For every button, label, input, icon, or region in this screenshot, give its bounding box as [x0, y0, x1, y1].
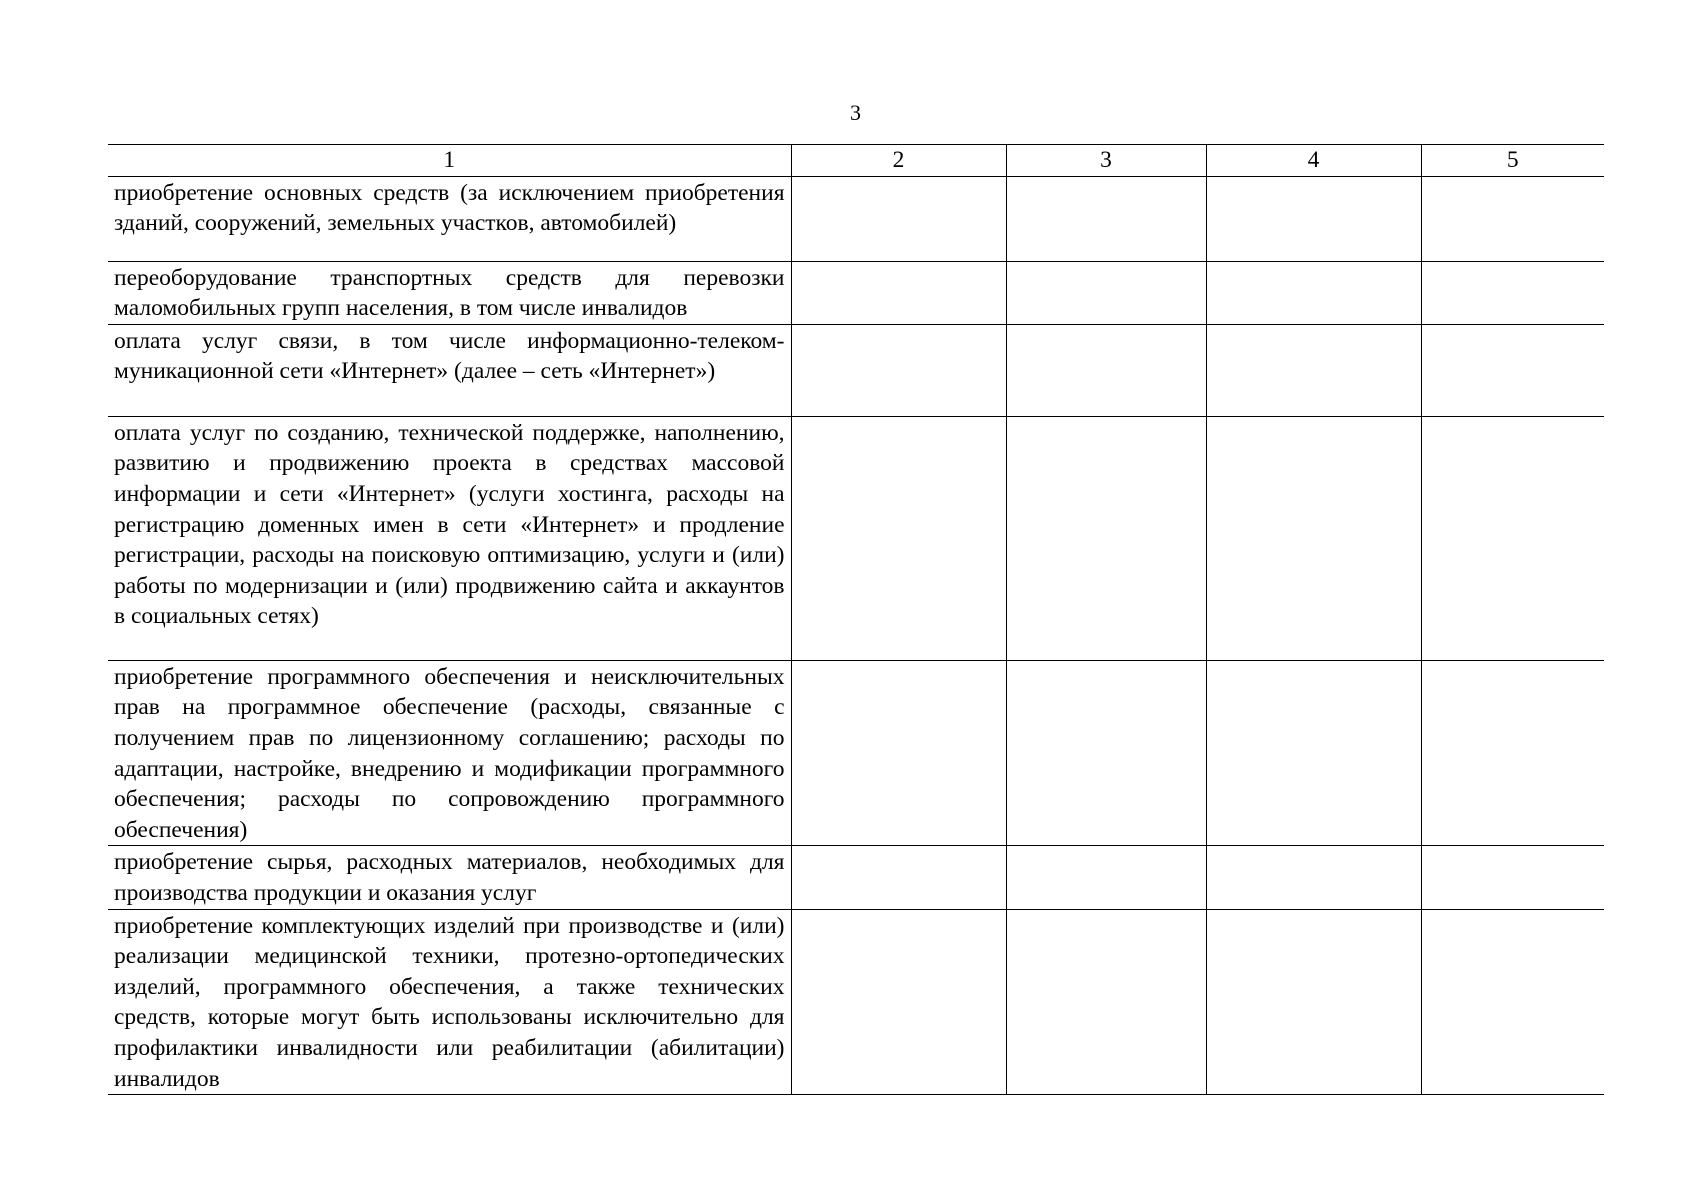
table-cell	[1006, 909, 1206, 1095]
table-cell	[1206, 660, 1421, 846]
table-cell	[1421, 909, 1604, 1095]
table-row	[108, 324, 1604, 416]
column-header-1: 1	[108, 145, 791, 177]
table-cell	[1206, 909, 1421, 1095]
table-cell	[791, 176, 1006, 261]
row-description: приобретение основных средств (за исключением приобретения зданий, сооружений, земельных участков, автомобилей)	[108, 176, 791, 261]
table-cell	[1421, 324, 1604, 416]
table-row	[108, 660, 1604, 846]
table-cell	[1421, 261, 1604, 324]
table-cell	[1206, 324, 1421, 416]
table-cell	[1206, 416, 1421, 660]
table-cell	[1421, 846, 1604, 909]
column-header-3: 3	[1006, 145, 1206, 177]
table-cell	[791, 660, 1006, 846]
column-header-5: 5	[1421, 145, 1604, 177]
table-cell	[1421, 660, 1604, 846]
table-cell	[791, 416, 1006, 660]
table-cell	[1006, 660, 1206, 846]
table-cell	[791, 261, 1006, 324]
row-description: приобретение программного обеспечения и неисключительных прав на программное обеспечение (расходы, связанные с получением прав по лицензионному соглашению; расходы по адаптации, настройке, внедрению и модификации программного обеспечения; расходы по сопровождению программного обеспечения)	[108, 660, 791, 846]
column-header-2: 2	[791, 145, 1006, 177]
table-cell	[1206, 261, 1421, 324]
table-cell	[1006, 176, 1206, 261]
table-row	[108, 416, 1604, 660]
table-cell	[791, 846, 1006, 909]
row-description: переоборудование транспортных средств для перевозки маломобильных групп населения, в том числе инвалидов	[108, 261, 791, 324]
table-cell	[1421, 416, 1604, 660]
table-row	[108, 909, 1604, 1095]
table-cell	[1006, 416, 1206, 660]
table-cell	[791, 324, 1006, 416]
table-cell	[1006, 846, 1206, 909]
table-row	[108, 846, 1604, 909]
row-description: приобретение сырья, расходных материалов, необходимых для производства продукции и оказания услуг	[108, 846, 791, 909]
column-header-4: 4	[1206, 145, 1421, 177]
table-header-row	[108, 145, 1604, 177]
table-cell	[1421, 176, 1604, 261]
row-description: приобретение комплектующих изделий при производстве и (или) реализации медицинской техники, протезно-ортопедических изделий, программного обеспечения, а также технических средств, которые могут быть использованы исключительно для профилактики инвалидности или реабилитации (абилитации) инвалидов	[108, 909, 791, 1095]
row-description: оплата услуг по созданию, технической поддержке, наполнению, развитию и продвижению проекта в средствах массовой информации и сети «Интернет» (услуги хостинга, расходы на регистрацию доменных имен в сети «Интернет» и продление регистрации, расходы на поисковую оптимизацию, услуги и (или) работы по модернизации и (или) продвижению сайта и аккаунтов в социальных сетях)	[108, 416, 791, 660]
page-number: 3	[850, 100, 861, 125]
table-cell	[1006, 324, 1206, 416]
table-row	[108, 261, 1604, 324]
table-cell	[1006, 261, 1206, 324]
row-description: оплата услуг связи, в том числе информационно-телекоммуникационной сети «Интернет» (далее – сеть «Интернет»)	[108, 324, 791, 416]
table-row	[108, 176, 1604, 261]
table-cell	[1206, 846, 1421, 909]
table-cell	[791, 909, 1006, 1095]
table-cell	[1206, 176, 1421, 261]
expenses-table	[108, 144, 1604, 1095]
